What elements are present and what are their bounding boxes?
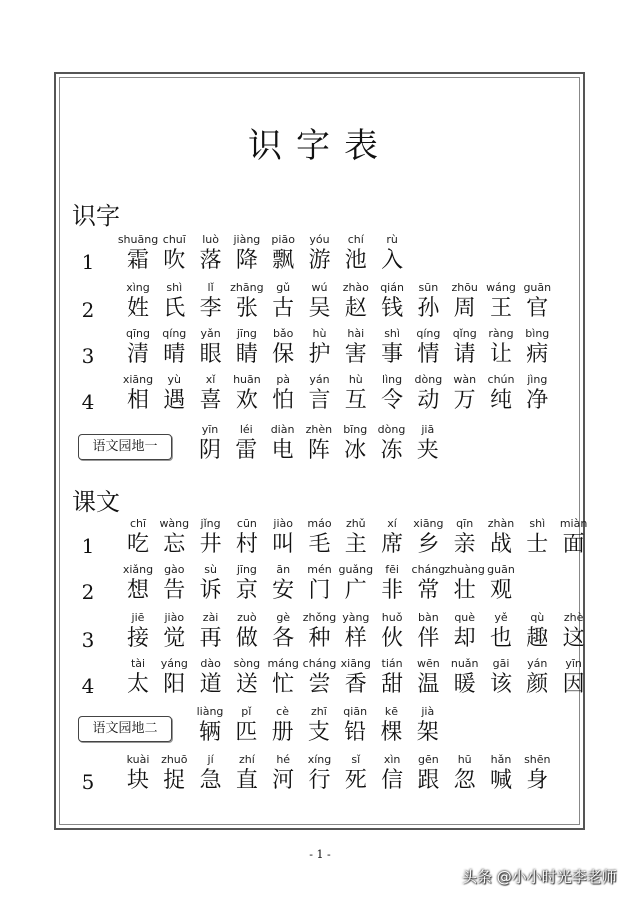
pinyin: bǎo — [272, 327, 294, 340]
hanzi: 冰 — [344, 438, 367, 463]
hanzi: 言 — [308, 388, 331, 413]
hanzi: 雷 — [235, 438, 258, 463]
exercise-badge: 语文园地一 — [78, 434, 172, 460]
hanzi: 门 — [308, 578, 331, 603]
hanzi: 李 — [199, 296, 222, 321]
hanzi: 互 — [344, 388, 367, 413]
hanzi: 面 — [562, 532, 585, 557]
pinyin: wáng — [486, 281, 516, 294]
pinyin: ān — [276, 563, 291, 576]
pinyin: diàn — [270, 423, 295, 436]
pinyin: lǐ — [207, 281, 214, 294]
pinyin: hé — [276, 753, 291, 766]
pinyin: tián — [381, 657, 403, 670]
hanzi: 非 — [381, 578, 404, 603]
character-cell — [372, 232, 412, 274]
character-cell — [554, 516, 594, 558]
pinyin: lìng — [382, 373, 403, 386]
hanzi: 阳 — [163, 672, 186, 697]
character-cell — [481, 562, 521, 604]
hanzi: 情 — [417, 342, 440, 367]
hanzi: 保 — [272, 342, 295, 367]
pinyin: wàng — [159, 517, 190, 530]
pinyin: bìng — [525, 327, 550, 340]
pinyin: liàng — [196, 705, 224, 718]
watermark-text: 头条 @小小时光李老师 — [462, 868, 617, 886]
pinyin: cháng — [411, 563, 446, 576]
pinyin: zhī — [310, 705, 327, 718]
page-title: 识字表 — [248, 126, 392, 166]
hanzi: 王 — [489, 296, 512, 321]
hanzi: 身 — [526, 768, 549, 793]
hanzi: 夹 — [416, 438, 439, 463]
hanzi: 钱 — [381, 296, 404, 321]
hanzi: 晴 — [163, 342, 186, 367]
hanzi: 相 — [126, 388, 149, 413]
hanzi: 病 — [526, 342, 549, 367]
row-number: 1 — [81, 534, 95, 558]
pinyin: fēi — [385, 563, 399, 576]
exercise-badge: 语文园地二 — [78, 716, 172, 742]
hanzi: 辆 — [198, 720, 221, 745]
hanzi: 忙 — [272, 672, 295, 697]
hanzi: 吴 — [308, 296, 331, 321]
pinyin: chí — [347, 233, 364, 246]
pinyin: guān — [523, 281, 552, 294]
pinyin: jīng — [236, 327, 257, 340]
hanzi: 动 — [417, 388, 440, 413]
hanzi: 伴 — [417, 626, 440, 651]
pinyin: jiā — [421, 423, 435, 436]
pinyin: zhǒng — [302, 611, 337, 624]
pinyin: gāi — [492, 657, 510, 670]
hanzi: 氏 — [163, 296, 186, 321]
hanzi: 欢 — [235, 388, 258, 413]
pinyin: yàng — [342, 611, 370, 624]
pinyin: yán — [309, 373, 330, 386]
pinyin: zhào — [342, 281, 369, 294]
hanzi: 颜 — [526, 672, 549, 697]
hanzi: 游 — [308, 248, 331, 273]
pinyin: zhuō — [161, 753, 188, 766]
pinyin: wēn — [417, 657, 440, 670]
pinyin: shuāng — [117, 233, 159, 246]
row-number: 3 — [81, 344, 95, 368]
pinyin: yǎn — [200, 327, 221, 340]
hanzi: 村 — [235, 532, 258, 557]
pinyin: pǐ — [241, 705, 252, 718]
pinyin: qíng — [162, 327, 187, 340]
hanzi: 香 — [344, 672, 367, 697]
hanzi: 因 — [562, 672, 585, 697]
row-number: 4 — [81, 390, 95, 414]
pinyin: shēn — [524, 753, 551, 766]
hanzi: 怕 — [272, 388, 295, 413]
pinyin: huān — [233, 373, 261, 386]
hanzi: 赵 — [344, 296, 367, 321]
hanzi: 池 — [344, 248, 367, 273]
pinyin: zhí — [238, 753, 255, 766]
hanzi: 支 — [307, 720, 330, 745]
hanzi: 孙 — [417, 296, 440, 321]
pinyin: gào — [164, 563, 185, 576]
hanzi: 古 — [272, 296, 295, 321]
pinyin: jiē — [131, 611, 145, 624]
hanzi: 尝 — [308, 672, 331, 697]
pinyin: xiǎng — [122, 563, 154, 576]
pinyin: guān — [487, 563, 515, 576]
hanzi: 各 — [272, 626, 295, 651]
hanzi: 清 — [126, 342, 149, 367]
pinyin: chī — [129, 517, 147, 530]
pinyin: qián — [380, 281, 404, 294]
pinyin: xìn — [383, 753, 401, 766]
pinyin: yáng — [160, 657, 188, 670]
pinyin: miàn — [559, 517, 588, 530]
pinyin: jiàng — [233, 233, 261, 246]
hanzi: 京 — [235, 578, 258, 603]
hanzi: 捉 — [163, 768, 186, 793]
character-cell — [408, 704, 448, 746]
hanzi: 块 — [126, 768, 149, 793]
pinyin: luò — [202, 233, 219, 246]
hanzi: 这 — [562, 626, 585, 651]
hanzi: 主 — [344, 532, 367, 557]
character-cell — [554, 656, 594, 698]
pinyin: xiāng — [340, 657, 371, 670]
pinyin: dòng — [377, 423, 406, 436]
hanzi: 飘 — [272, 248, 295, 273]
hanzi: 册 — [271, 720, 294, 745]
pinyin: jǐng — [200, 517, 221, 530]
hanzi: 道 — [199, 672, 222, 697]
pinyin: wú — [311, 281, 328, 294]
hanzi: 叫 — [272, 532, 295, 557]
pinyin: kuài — [126, 753, 150, 766]
hanzi: 壮 — [453, 578, 476, 603]
pinyin: yán — [527, 657, 548, 670]
hanzi: 忽 — [453, 768, 476, 793]
hanzi: 急 — [199, 768, 222, 793]
pinyin: hù — [312, 327, 327, 340]
pinyin: tài — [130, 657, 146, 670]
hanzi: 战 — [489, 532, 512, 557]
hanzi: 喜 — [199, 388, 222, 413]
hanzi: 遇 — [163, 388, 186, 413]
pinyin: jià — [421, 705, 435, 718]
hanzi: 棵 — [380, 720, 403, 745]
hanzi: 毛 — [308, 532, 331, 557]
pinyin: jí — [207, 753, 214, 766]
hanzi: 接 — [126, 626, 149, 651]
hanzi: 直 — [235, 768, 258, 793]
hanzi: 事 — [381, 342, 404, 367]
pinyin: què — [454, 611, 476, 624]
hanzi: 害 — [344, 342, 367, 367]
hanzi: 信 — [381, 768, 404, 793]
hanzi: 想 — [126, 578, 149, 603]
hanzi: 样 — [344, 626, 367, 651]
pinyin: huǒ — [381, 611, 403, 624]
hanzi: 河 — [272, 768, 295, 793]
pinyin: pà — [276, 373, 291, 386]
pinyin: qǐng — [452, 327, 477, 340]
hanzi: 广 — [344, 578, 367, 603]
pinyin: dòng — [414, 373, 443, 386]
hanzi: 护 — [308, 342, 331, 367]
pinyin: máo — [307, 517, 332, 530]
hanzi: 该 — [489, 672, 512, 697]
pinyin: shì — [384, 327, 400, 340]
hanzi: 阴 — [198, 438, 221, 463]
pinyin: yě — [494, 611, 508, 624]
hanzi: 乡 — [417, 532, 440, 557]
hanzi: 暖 — [453, 672, 476, 697]
hanzi: 铅 — [344, 720, 367, 745]
hanzi: 士 — [526, 532, 549, 557]
pinyin: zhāng — [230, 281, 264, 294]
hanzi: 睛 — [235, 342, 258, 367]
pinyin: cūn — [236, 517, 257, 530]
pinyin: jiào — [164, 611, 185, 624]
pinyin: yóu — [309, 233, 330, 246]
pinyin: zhè — [563, 611, 584, 624]
pinyin: xiāng — [122, 373, 154, 386]
pinyin: sòng — [233, 657, 261, 670]
pinyin: xǐ — [205, 373, 216, 386]
pinyin: yīn — [565, 657, 582, 670]
pinyin: hǎn — [490, 753, 512, 766]
character-cell — [554, 610, 594, 652]
pinyin: nuǎn — [450, 657, 479, 670]
pinyin: jiào — [273, 517, 293, 530]
pinyin: hù — [348, 373, 363, 386]
pinyin: dào — [200, 657, 221, 670]
hanzi: 甜 — [381, 672, 404, 697]
hanzi: 落 — [199, 248, 222, 273]
pinyin: zhàn — [487, 517, 515, 530]
hanzi: 周 — [453, 296, 476, 321]
hanzi: 万 — [453, 388, 476, 413]
pinyin: jīng — [236, 563, 257, 576]
hanzi: 行 — [308, 768, 331, 793]
pinyin: qīn — [456, 517, 474, 530]
hanzi: 电 — [271, 438, 294, 463]
pinyin: qù — [530, 611, 545, 624]
pinyin: kē — [384, 705, 399, 718]
pinyin: xìng — [126, 281, 150, 294]
hanzi: 死 — [344, 768, 367, 793]
hanzi: 送 — [235, 672, 258, 697]
pinyin: qīng — [126, 327, 150, 340]
pinyin: zhǔ — [345, 517, 366, 530]
hanzi: 席 — [381, 532, 404, 557]
pinyin: chuī — [162, 233, 186, 246]
pinyin: zhuàng — [444, 563, 485, 576]
row-number: 2 — [81, 298, 95, 322]
hanzi: 净 — [526, 388, 549, 413]
pinyin: shì — [166, 281, 183, 294]
pinyin: qiān — [343, 705, 368, 718]
character-cell — [517, 372, 557, 414]
pinyin: hài — [347, 327, 365, 340]
hanzi: 霜 — [126, 248, 149, 273]
pinyin: jìng — [527, 373, 548, 386]
hanzi: 观 — [489, 578, 512, 603]
row-number: 3 — [81, 628, 95, 652]
pinyin: cháng — [302, 657, 337, 670]
hanzi: 亲 — [453, 532, 476, 557]
hanzi: 忘 — [163, 532, 186, 557]
row-number: 5 — [81, 770, 95, 794]
pinyin: zhèn — [305, 423, 333, 436]
character-cell — [517, 326, 557, 368]
hanzi: 架 — [416, 720, 439, 745]
hanzi: 安 — [272, 578, 295, 603]
hanzi: 张 — [235, 296, 258, 321]
pinyin: ràng — [488, 327, 514, 340]
row-number: 2 — [81, 580, 95, 604]
hanzi: 太 — [126, 672, 149, 697]
pinyin: chún — [487, 373, 515, 386]
hanzi: 吹 — [163, 248, 186, 273]
pinyin: gè — [276, 611, 291, 624]
hanzi: 温 — [417, 672, 440, 697]
pinyin: sūn — [418, 281, 439, 294]
hanzi: 做 — [235, 626, 258, 651]
hanzi: 匹 — [235, 720, 258, 745]
hanzi: 眼 — [199, 342, 222, 367]
hanzi: 井 — [199, 532, 222, 557]
page-number: - 1 - — [309, 848, 331, 861]
pinyin: yù — [167, 373, 182, 386]
pinyin: shì — [529, 517, 546, 530]
hanzi: 吃 — [126, 532, 149, 557]
pinyin: xíng — [307, 753, 332, 766]
hanzi: 也 — [489, 626, 512, 651]
hanzi: 阵 — [307, 438, 330, 463]
section-heading: 课文 — [72, 488, 120, 516]
pinyin: zuò — [237, 611, 257, 624]
pinyin: yīn — [201, 423, 219, 436]
hanzi: 再 — [199, 626, 222, 651]
pinyin: xí — [387, 517, 397, 530]
pinyin: hū — [457, 753, 472, 766]
character-cell — [408, 422, 448, 464]
pinyin: rù — [386, 233, 398, 246]
hanzi: 种 — [308, 626, 331, 651]
hanzi: 纯 — [489, 388, 512, 413]
pinyin: cè — [276, 705, 289, 718]
pinyin: gēn — [418, 753, 439, 766]
character-cell — [517, 752, 557, 794]
pinyin: piāo — [271, 233, 295, 246]
pinyin: máng — [267, 657, 299, 670]
row-number: 1 — [81, 250, 95, 274]
pinyin: zài — [202, 611, 219, 624]
pinyin: sù — [204, 563, 217, 576]
hanzi: 跟 — [417, 768, 440, 793]
pinyin: zhōu — [451, 281, 478, 294]
hanzi: 诉 — [199, 578, 222, 603]
pinyin: sǐ — [351, 753, 361, 766]
pinyin: guǎng — [338, 563, 374, 576]
hanzi: 喊 — [489, 768, 512, 793]
pinyin: bīng — [343, 423, 368, 436]
pinyin: mén — [307, 563, 332, 576]
hanzi: 冻 — [380, 438, 403, 463]
row-number: 4 — [81, 674, 95, 698]
hanzi: 常 — [417, 578, 440, 603]
hanzi: 趣 — [526, 626, 549, 651]
pinyin: bàn — [418, 611, 439, 624]
hanzi: 姓 — [126, 296, 149, 321]
pinyin: wàn — [453, 373, 477, 386]
section-heading: 识字 — [72, 202, 120, 230]
pinyin: qíng — [416, 327, 441, 340]
hanzi: 告 — [163, 578, 186, 603]
hanzi: 请 — [453, 342, 476, 367]
pinyin: xiāng — [413, 517, 444, 530]
pinyin: léi — [239, 423, 253, 436]
hanzi: 入 — [381, 248, 404, 273]
hanzi: 降 — [235, 248, 258, 273]
character-cell — [517, 280, 557, 322]
hanzi: 令 — [381, 388, 404, 413]
hanzi: 让 — [489, 342, 512, 367]
hanzi: 官 — [526, 296, 549, 321]
pinyin: gǔ — [276, 281, 291, 294]
hanzi: 觉 — [163, 626, 186, 651]
hanzi: 却 — [453, 626, 476, 651]
hanzi: 伙 — [381, 626, 404, 651]
